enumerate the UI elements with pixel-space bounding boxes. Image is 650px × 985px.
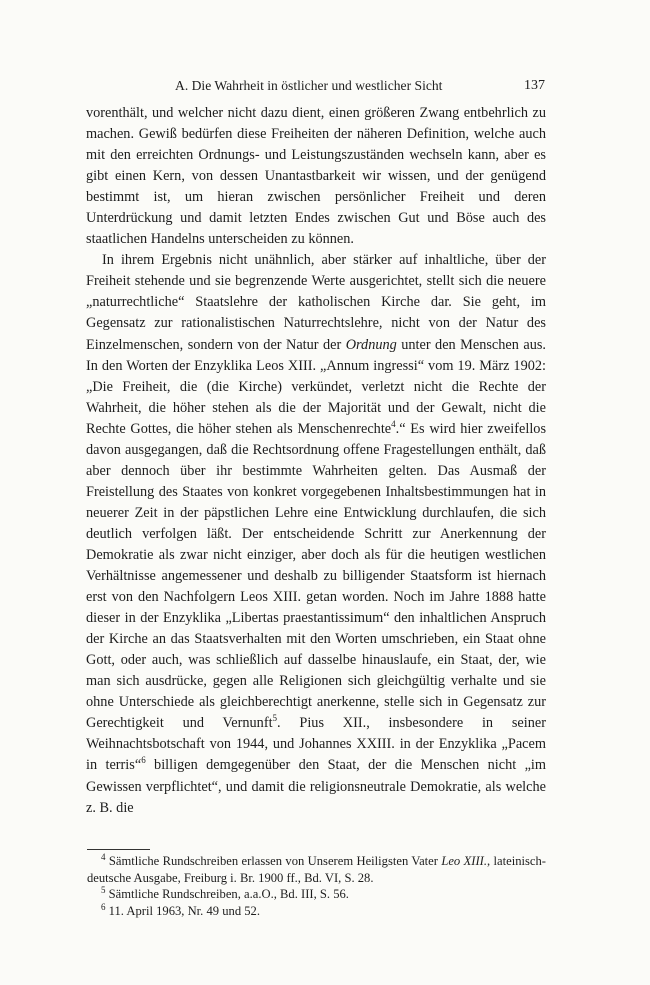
footnote-marker: 5: [101, 885, 106, 895]
text-run: In ihrem Ergebnis nicht unähnlich, aber stärker auf inhaltliche, über der Freiheit stehende und sie begrenzende Werte ausgerichtet, stellt sich die neuere „naturrechtliche“ Staatslehre der katholischen Kirche dar. Sie geht, im Gegensatz zur rationalistischen Naturrechtslehre, nicht von der Natur des Einzelmenschen, sondern von der Natur der: [86, 252, 546, 353]
text-run: , lateinisch-deutsche Ausgabe, Freiburg i. Br. 1900 ff., Bd. VI, S. 28.: [87, 854, 546, 885]
text-run: vorenthält, und welcher nicht dazu dient, einen größeren Zwang entbehrlich zu machen. Gewiß bedürfen diese Freiheiten der näheren Definition, welche auch mit den erreichten Ordnungs- und Leistungszuständen wechseln kann, aber es gibt einen Kern, von dessen Unantastbarkeit wir wissen, und der genügend bestimmt ist, um hieran zwischen persönlicher Freiheit und deren Unterdrückung und damit letzten Endes zwischen Gut und Böse auch des staatlichen Handelns unterscheiden zu können.: [86, 105, 546, 248]
footnotes: [87, 853, 546, 919]
text-run: billigen demgegenüber den Staat, der die Menschen nicht „im Gewissen verpflichtet“, und damit die religionsneutrale Demokratie, als welche z. B. die: [86, 757, 547, 816]
text-run: unter den Menschen aus. In den Worten der Enzyklika Leos XIII. „Annum ingressi“ vom 19. März 1902: „Die Freiheit, die (die Kirche) verkündet, verletzt nicht die Rechte der Wahrheit, die höher stehen als die der Majorität und der Gewalt, nicht die Rechte Gottes, die höher stehen als Menschenrechte: [86, 336, 546, 437]
page-number: 137: [524, 78, 545, 93]
emphasis: Ordnung: [345, 336, 397, 353]
footnote-marker: 5: [272, 713, 278, 724]
footnote-rule: [87, 849, 150, 850]
text-run: . Pius XII., insbesondere in seiner Weihnachtsbotschaft von 1944, und Johannes XXIII. in der Enzyklika „Pacem in terris“: [86, 715, 546, 774]
text-run: Sämtliche Rundschreiben, a.a.O., Bd. III, S. 56.: [105, 887, 349, 902]
footnote-marker: 4: [391, 418, 396, 429]
running-header: [87, 78, 545, 98]
footnote-marker: 4: [101, 851, 106, 862]
running-title: A. Die Wahrheit in östlicher und westlicher Sicht: [175, 78, 443, 93]
paragraph: [86, 250, 546, 818]
footnote: [87, 886, 546, 903]
footnote-marker: 6: [101, 901, 106, 912]
text-run: 11. April 1963, Nr. 49 und 52.: [105, 903, 261, 918]
footnote-marker: 6: [141, 755, 146, 766]
paragraph: [86, 103, 546, 250]
body-text: [86, 103, 546, 819]
footnote: [87, 853, 546, 886]
emphasis: Leo XIII.: [441, 854, 488, 868]
text-run: .“ Es wird hier zweifellos davon ausgegangen, daß die Rechtsordnung offene Fragestellungen enthält, daß aber dennoch über ihr bestimmte Wahrheiten gelten. Das Ausmaß der Freistellung des Staates von konkret vorgegebenen Inhaltsbestimmungen hat in neuerer Zeit in der päpstlichen Lehre eine Entwicklung durchlaufen, die sich deutlich verfolgen läßt. Der entscheidende Schritt zur Anerkennung der Demokratie als zwar nicht einziger, aber doch als für die heutigen westlichen Verhältnisse angemessener und deshalb zu billigender Staatsform ist hiernach erst von den Nachfolgern Leos XIII. getan worden. Noch im Jahre 1888 hatte dieser in der Enzyklika „Libertas praestantissimum“ den inhaltlichen Anspruch der Kirche an das Staatsverhalten mit den Worten umschrieben, ein Staat ohne Gott, oder auch, was schließlich auf dasselbe hinauslaufe, ein Staat, der, wie man sich ausdrücke, gegen alle Religionen sich gleichgültig verhalte und sie ohne Unterschiede als gleichberechtigt anerkenne, stelle sich in Gegensatz zur Gerechtigkeit und Vernunft: [86, 420, 547, 732]
footnote: [87, 903, 546, 920]
text-run: Sämtliche Rundschreiben erlassen von Unserem Heiligsten Vater: [105, 854, 442, 868]
